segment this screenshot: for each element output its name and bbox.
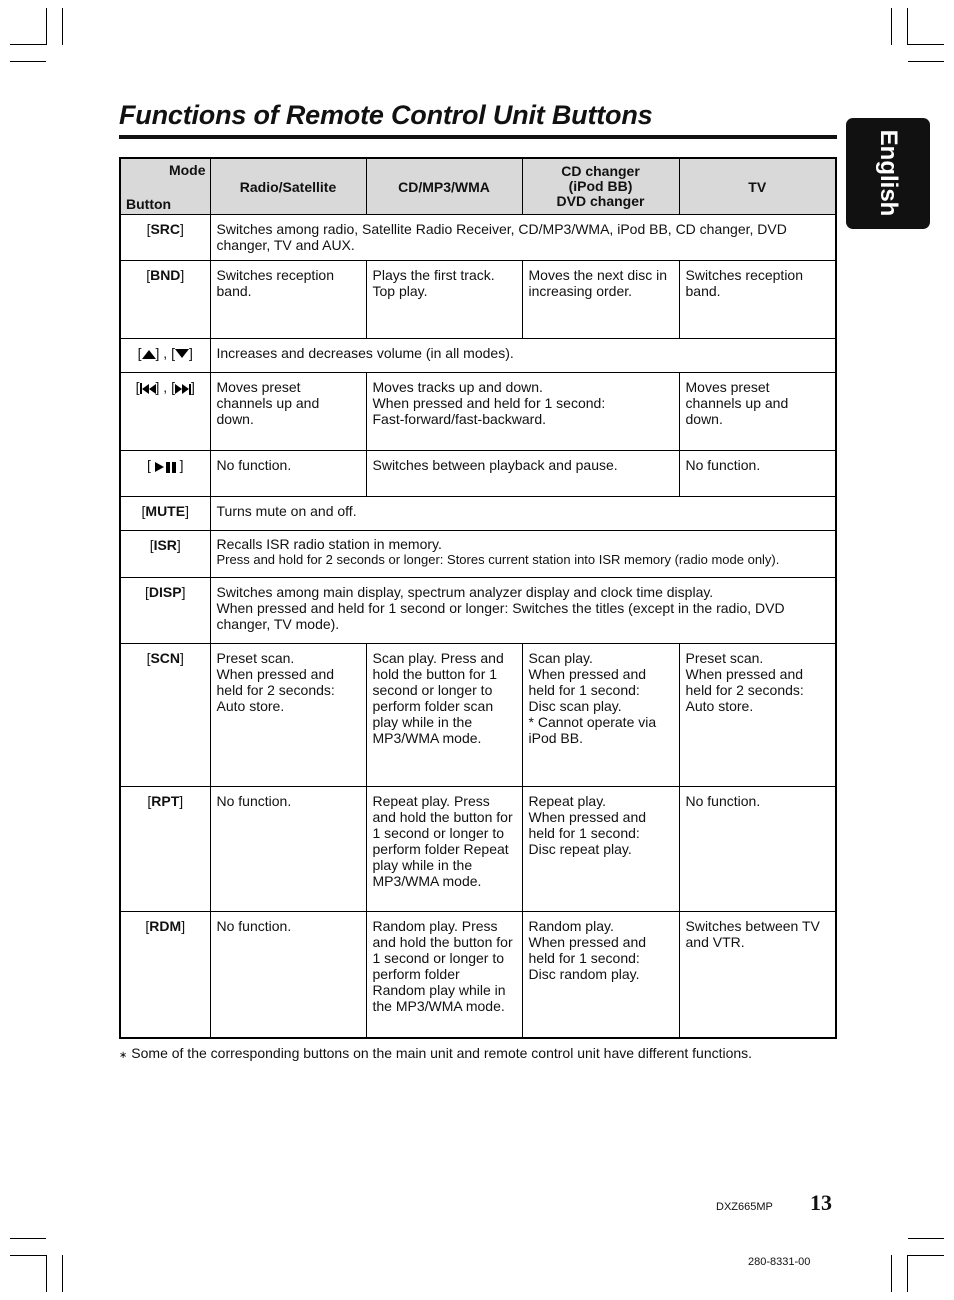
button-name: DISP <box>148 584 182 600</box>
crop-mark <box>908 1238 944 1239</box>
cell-cd-changer: Moves tracks up and down. When pressed and held for 1 second: Fast-forward/fast-backward. <box>366 373 679 451</box>
crop-mark <box>907 1255 908 1292</box>
button-cell-disp: [DISP] <box>120 578 210 644</box>
cell-radio: No function. <box>210 912 366 1038</box>
cell-radio: No function. <box>210 451 366 497</box>
crop-mark <box>907 8 908 45</box>
button-name: SCN <box>150 650 181 666</box>
cell-radio: Preset scan. When pressed and held for 2 seconds: Auto store. <box>210 644 366 787</box>
cell-changer: Moves the next disc in increasing order. <box>522 261 679 339</box>
title-rule <box>119 135 837 139</box>
cell-changer: Repeat play. When pressed and held for 1 second: Disc repeat play. <box>522 787 679 912</box>
cell-all: Switches among main display, spectrum analyzer display and clock time display. When pressed and held for 1 second or longer: Switches the titles (except in the radio, DVD changer, TV mode). <box>210 578 836 644</box>
table-row <box>120 261 836 339</box>
button-cell-skip: [ ] , [ ] <box>120 373 210 451</box>
cell-tv: No function. <box>679 787 836 912</box>
language-tab <box>846 118 930 229</box>
crop-mark <box>891 1255 892 1292</box>
header-changer: CD changer (iPod BB) DVD changer <box>522 158 679 215</box>
volume-up-icon <box>142 350 156 359</box>
table-row <box>120 215 836 261</box>
button-cell-volume: [ ] , [ ] <box>120 339 210 373</box>
table-row <box>120 451 836 497</box>
crop-mark <box>10 61 46 62</box>
button-cell-isr: [ISR] <box>120 531 210 578</box>
crop-mark <box>908 1255 944 1256</box>
isr-line-1: Recalls ISR radio station in memory. <box>216 536 442 552</box>
cell-tv: Preset scan. When pressed and held for 2 seconds: Auto store. <box>679 644 836 787</box>
separator: ] , [ <box>155 379 175 395</box>
button-name: RPT <box>151 793 180 809</box>
separator: ] , [ <box>155 345 175 361</box>
footnote-mark: ∗ <box>119 1050 128 1061</box>
cell-all: Turns mute on and off. <box>210 497 836 531</box>
table-row <box>120 339 836 373</box>
header-row <box>120 158 836 215</box>
play-pause-icon <box>155 462 176 473</box>
header-radio: Radio/Satellite <box>210 158 366 215</box>
button-cell-rpt: [RPT] <box>120 787 210 912</box>
header-cd: CD/MP3/WMA <box>366 158 522 215</box>
cell-tv: Switches reception band. <box>679 261 836 339</box>
footnote <box>119 1045 752 1061</box>
button-cell-bnd: [BND] <box>120 261 210 339</box>
button-name: RDM <box>149 918 182 934</box>
corner-mode-label: Mode <box>168 162 206 178</box>
volume-down-icon <box>175 349 189 358</box>
footnote-text: Some of the corresponding buttons on the main unit and remote control unit have different functions. <box>131 1045 753 1061</box>
page-title: Functions of Remote Control Unit Buttons <box>119 100 653 130</box>
cell-radio: Moves preset channels up and down. <box>210 373 366 451</box>
cell-cd: Scan play. Press and hold the button for 1 second or longer to perform folder scan play while in the MP3/WMA mode. <box>366 644 522 787</box>
cell-radio: Switches reception band. <box>210 261 366 339</box>
cell-tv: Moves preset channels up and down. <box>679 373 836 451</box>
cell-changer: Random play. When pressed and held for 1 second: Disc random play. <box>522 912 679 1038</box>
document-code: 280-8331-00 <box>748 1256 811 1268</box>
cell-changer: Scan play. When pressed and held for 1 second: Disc scan play. * Cannot operate via iPod BB. <box>522 644 679 787</box>
cell-tv: No function. <box>679 451 836 497</box>
table-row <box>120 497 836 531</box>
cell-radio: No function. <box>210 787 366 912</box>
crop-mark <box>10 44 46 45</box>
cell-cd-changer: Switches between playback and pause. <box>366 451 679 497</box>
crop-mark <box>46 1255 47 1292</box>
cell-all: Switches among radio, Satellite Radio Receiver, CD/MP3/WMA, iPod BB, CD changer, DVD changer, TV and AUX. <box>210 215 836 261</box>
page-number: 13 <box>810 1190 832 1215</box>
crop-mark <box>62 1255 63 1292</box>
cell-cd: Plays the first track. Top play. <box>366 261 522 339</box>
table-row <box>120 787 836 912</box>
isr-line-2: Press and hold for 2 seconds or longer: Stores current station into ISR memory (radio mode only). <box>216 552 780 567</box>
button-name: BND <box>150 267 181 283</box>
table-row <box>120 578 836 644</box>
button-name: ISR <box>153 537 177 553</box>
table-row <box>120 644 836 787</box>
table-row <box>120 373 836 451</box>
skip-back-icon <box>140 383 156 394</box>
corner-button-label: Button <box>126 196 172 212</box>
button-cell-rdm: [RDM] <box>120 912 210 1038</box>
header-tv: TV <box>679 158 836 215</box>
cell-all: Increases and decreases volume (in all modes). <box>210 339 836 373</box>
crop-mark <box>10 1238 46 1239</box>
table-row <box>120 531 836 578</box>
cell-cd: Random play. Press and hold the button for 1 second or longer to perform folder Random play while in the MP3/WMA mode. <box>366 912 522 1038</box>
language-tab-label: English <box>875 129 902 217</box>
cell-cd: Repeat play. Press and hold the button for 1 second or longer to perform folder Repeat play while in the MP3/WMA mode. <box>366 787 522 912</box>
crop-mark <box>62 8 63 45</box>
button-name: SRC <box>150 221 181 237</box>
functions-table <box>119 157 837 1039</box>
skip-forward-icon <box>175 384 191 395</box>
corner-header <box>120 158 210 215</box>
crop-mark <box>10 1255 46 1256</box>
crop-mark <box>46 8 47 45</box>
table-row <box>120 912 836 1038</box>
crop-mark <box>908 44 944 45</box>
crop-mark <box>891 8 892 45</box>
button-cell-mute: [MUTE] <box>120 497 210 531</box>
model-number: DXZ665MP <box>716 1201 773 1213</box>
cell-all <box>210 531 836 578</box>
button-cell-src: [SRC] <box>120 215 210 261</box>
button-cell-play-pause: [ ] <box>120 451 210 497</box>
button-name: MUTE <box>145 503 186 519</box>
button-cell-scn: [SCN] <box>120 644 210 787</box>
crop-mark <box>908 61 944 62</box>
cell-tv: Switches between TV and VTR. <box>679 912 836 1038</box>
